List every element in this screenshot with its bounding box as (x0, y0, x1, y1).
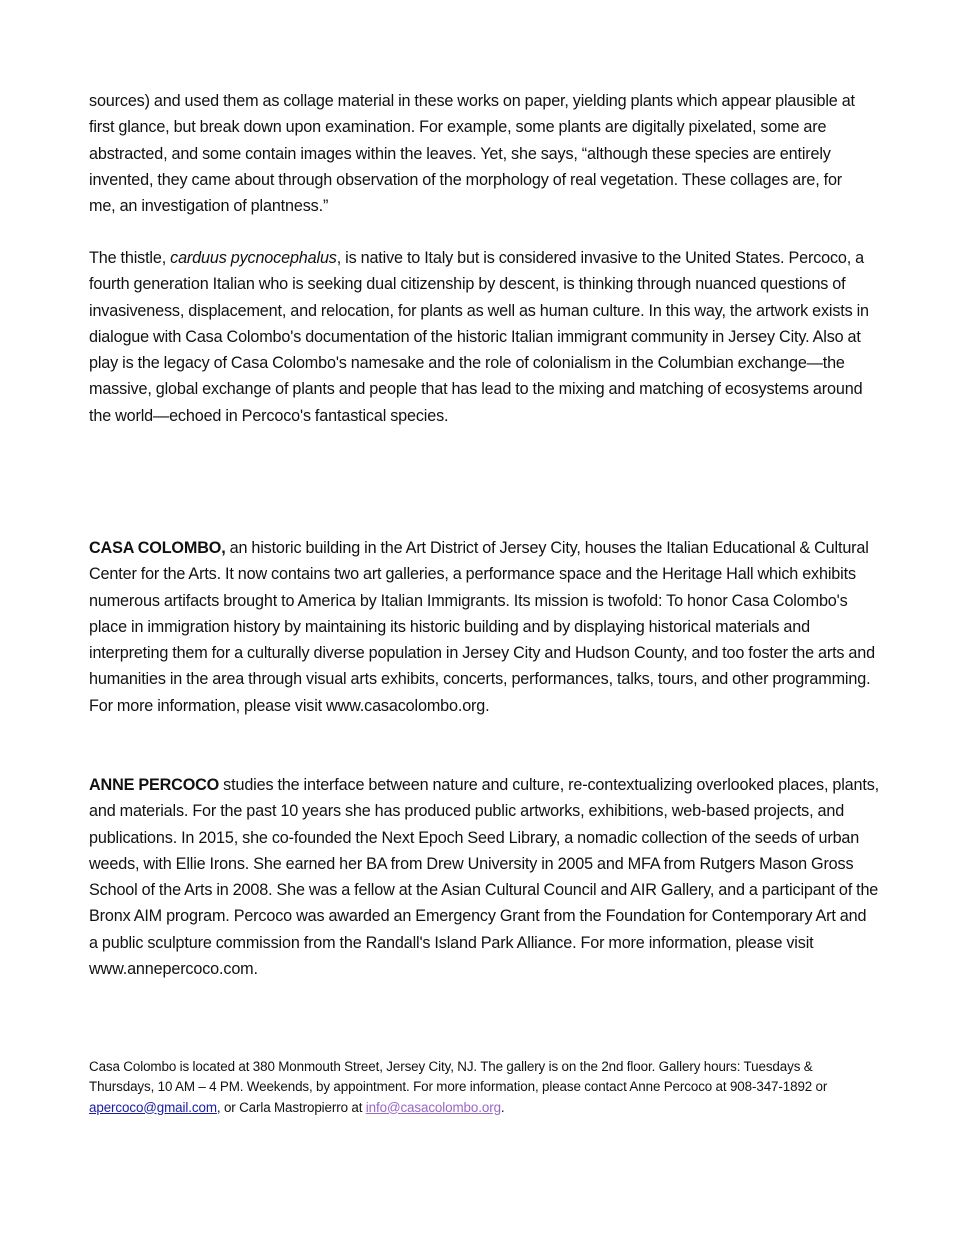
species-name: carduus pycnocephalus (170, 249, 337, 267)
paragraph-text: , is native to Italy but is considered invasive to the United States. Percoco, a fourth generation Italian who is seeking dual citizenship by descent, is thinking through nuanced questions of invasiveness, displacement, and relocation, for plants as well as human culture. In this way, the artwork exists in dialogue with Casa Colombo's documentation of the historic Italian immigrant community in Jersey City. Also at play is the legacy of Casa Colombo's namesake and the role of colonialism in the Columbian exchange—the massive, global exchange of plants and people that has lead to the mixing and matching of ecosystems around the world—echoed in Percoco's fantastical species. (89, 249, 869, 425)
paragraph-lead: The thistle, (89, 249, 171, 267)
footer-text: Casa Colombo is located at 380 Monmouth Street, Jersey City, NJ. The gallery is on the 2nd floor. Gallery hours: Tuesdays & Thursdays, 10 AM – 4 PM. Weekends, by appointment. For more information, please contact Anne Percoco at 908-347-1892 or (89, 1059, 828, 1095)
artist-text: studies the interface between nature and culture, re-contextualizing overlooked places, plants, and materials. For the past 10 years she has produced public artworks, exhibitions, web-based projects, and publications. In 2015, she co-founded the Next Epoch Seed Library, a nomadic collection of the seeds of urban weeds, with Ellie Irons. She earned her BA from Drew University in 2005 and MFA from Rutgers Mason Gross School of the Arts in 2008. She was a fellow at the Asian Cultural Council and AIR Gallery, and a participant of the Bronx AIM program. Percoco was awarded an Emergency Grant from the Foundation for Contemporary Art and a public sculpture commission from the Randall's Island Park Alliance. For more information, please visit www.annepercoco.com. (89, 776, 880, 979)
artist-heading: ANNE PERCOCO (89, 776, 220, 794)
casa-colombo-text: an historic building in the Art District of Jersey City, houses the Italian Educational & Cultural Center for the Arts. It now contains two art galleries, a performance space and the Heritage Hall which exhibits numerous artifacts brought to America by Italian Immigrants. Its mission is twofold: To honor Casa Colombo's place in immigration history by maintaining its historic building and by displaying historical materials and interpreting them for a culturally diverse population in Jersey City and Hudson County, and too foster the arts and humanities in the area through visual arts exhibits, concerts, performances, talks, tours, and other programming. For more information, please visit www.casacolombo.org. (89, 539, 875, 715)
footer-text: , or Carla Mastropierro at (216, 1099, 366, 1115)
footer-text: . (500, 1099, 505, 1115)
contact-footer (89, 1057, 839, 1118)
paragraph-thistle (89, 245, 869, 429)
artist-bio (89, 772, 879, 982)
paragraph-collage-description (89, 88, 869, 219)
paragraph-text: sources) and used them as collage material in these works on paper, yielding plants which appear plausible at first glance, but break down upon examination. For example, some plants are digitally pixelated, some are abstracted, and some contain images within the leaves. Yet, she says, “although these species are entirely invented, they came about through observation of the morphology of real vegetation. These collages are, for me, an investigation of plantness.” (89, 92, 855, 216)
email-link-casacolombo[interactable]: info@casacolombo.org (365, 1099, 501, 1115)
casa-colombo-heading: CASA COLOMBO, (89, 539, 226, 557)
email-link-apercoco[interactable]: apercoco@gmail.com (89, 1099, 217, 1115)
casa-colombo-bio (89, 535, 879, 719)
